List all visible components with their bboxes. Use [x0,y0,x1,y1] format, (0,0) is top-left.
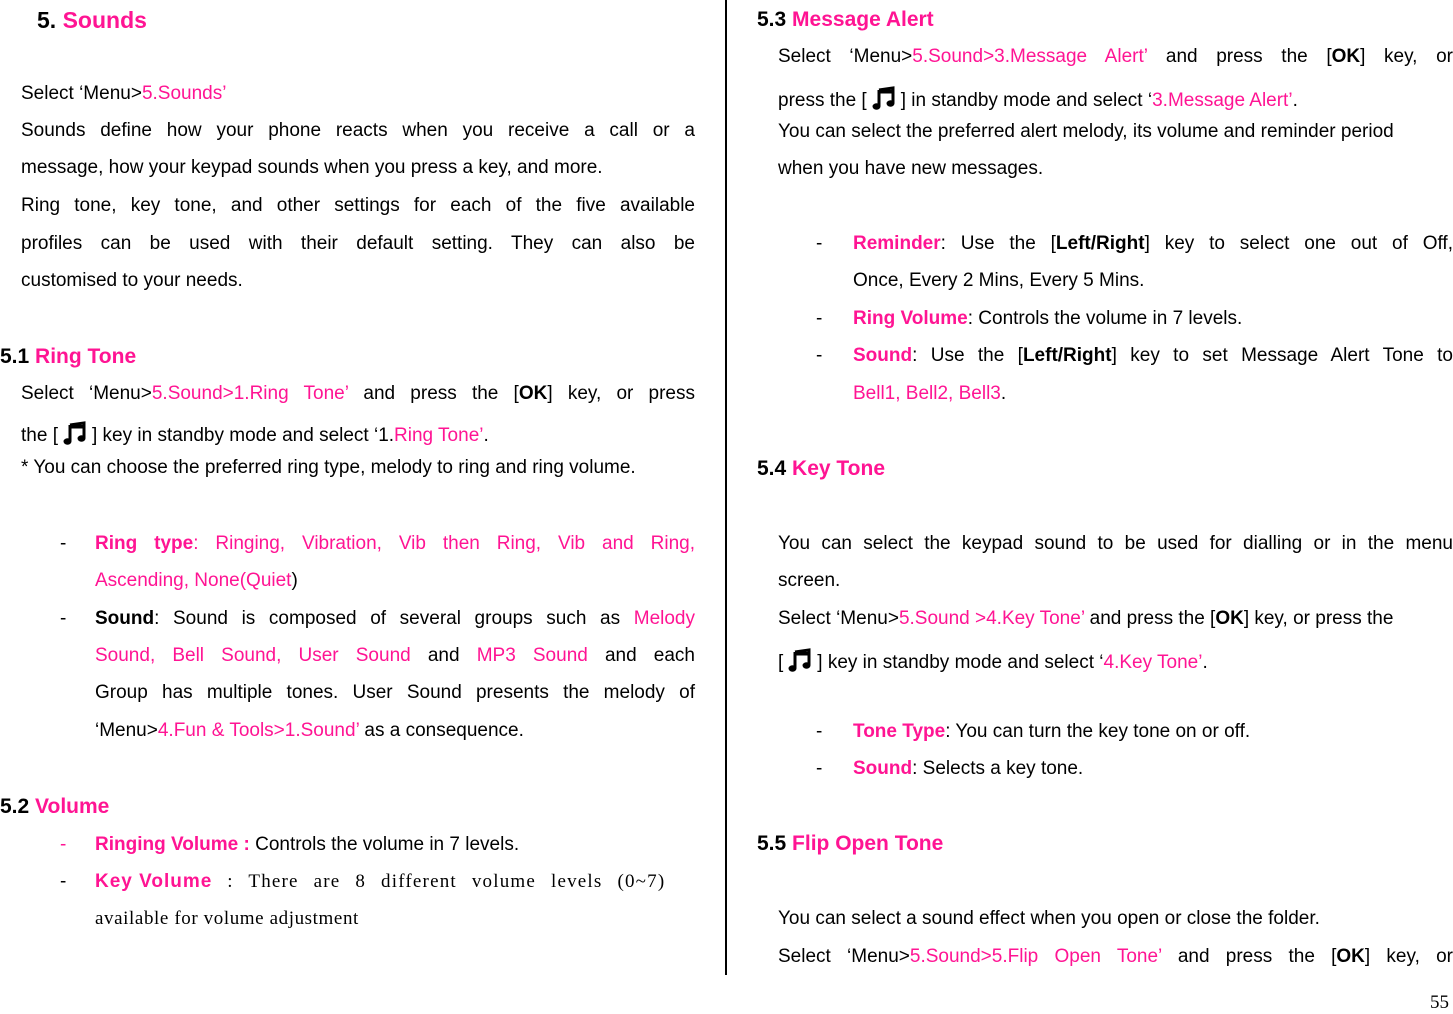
reminder-item: Reminder: Use the [Left/Right] key to select one out of Off, [853,233,1453,254]
bullet-dash: - [60,533,67,554]
tone-type-item: Tone Type: You can turn the key tone on or off. [853,721,1251,742]
sound-item-line2: Sound, Bell Sound, User Sound and MP3 Sound and each [95,645,696,666]
key-sound-item: Sound: Selects a key tone. [853,758,1084,779]
heading-message-alert: 5.3 Message Alert [757,8,934,31]
bullet-dash: - [60,834,67,855]
ring-tone-path-line: Select ‘Menu>5.Sound>1.Ring Tone’ and press the [OK] key, or press [21,383,695,404]
ring-tone-path-line2: the [ ] key in standby mode and select ‘1.Ring Tone’. [21,421,489,448]
heading-key-tone: 5.4 Key Tone [757,457,886,480]
column-divider [725,0,727,975]
bullet-dash: - [816,233,823,254]
ringing-volume-item: Ringing Volume : Controls the volume in 7 levels. [95,834,520,855]
bullet-dash: - [816,345,823,366]
heading-flip-open-tone: 5.5 Flip Open Tone [757,832,944,855]
section-title-text: Sounds [62,7,147,33]
intro-text-line: Sounds define how your phone reacts when you receive a call or a [21,120,695,141]
music-note-icon [871,86,897,112]
ring-type-item-line2: Ascending, None(Quiet) [95,570,298,591]
sound-item-line4: ‘Menu>4.Fun & Tools>1.Sound’ as a consequence. [95,720,524,741]
ring-type-item: Ring type: Ringing, Vibration, Vib then Ring, Vib and Ring, [95,533,695,554]
key-tone-path-line: Select ‘Menu>5.Sound >4.Key Tone’ and press the [OK] key, or press the [778,608,1394,629]
sound-item: Sound: Sound is composed of several groups such as Melody [95,608,695,629]
key-tone-desc: You can select the keypad sound to be used for dialling or in the menu [778,533,1453,554]
key-volume-item-line2: available for volume adjustment [95,908,359,929]
flip-open-path-line: Select ‘Menu>5.Sound>5.Flip Open Tone’ and press the [OK] key, or [778,946,1453,967]
bullet-dash: - [816,758,823,779]
section-title [37,8,147,32]
alert-sound-item-line2: Bell1, Bell2, Bell3. [853,383,1007,404]
ring-volume-item: Ring Volume: Controls the volume in 7 levels. [853,308,1243,329]
flip-open-desc: You can select a sound effect when you open or close the folder. [778,908,1320,929]
ring-tone-note: * You can choose the preferred ring type, melody to ring and ring volume. [21,457,636,478]
message-alert-path-line2: press the [ ] in standby mode and select ‘3.Message Alert’. [778,86,1298,113]
message-alert-desc: You can select the preferred alert melody, its volume and reminder period [778,121,1394,142]
intro-text-line: customised to your needs. [21,270,243,291]
section-number: 5. [37,7,57,33]
key-tone-path-line2: [ ] key in standby mode and select ‘4.Key Tone’. [778,648,1208,675]
key-tone-desc: screen. [778,570,841,591]
music-note-icon [787,648,813,674]
reminder-item-line2: Once, Every 2 Mins, Every 5 Mins. [853,270,1145,291]
heading-ring-tone: 5.1 Ring Tone [0,345,137,368]
alert-sound-item: Sound: Use the [Left/Right] key to set Message Alert Tone to [853,345,1453,366]
music-note-icon [62,421,88,447]
intro-text-line: message, how your keypad sounds when you press a key, and more. [21,157,603,178]
bullet-dash: - [60,871,67,892]
key-volume-item: Key Volume : There are 8 different volume levels (0~7) [95,871,666,892]
heading-volume: 5.2 Volume [0,795,110,818]
intro-text-line: profiles can be used with their default setting. They can also be [21,233,695,254]
message-alert-path-line: Select ‘Menu>5.Sound>3.Message Alert’ and press the [OK] key, or [778,46,1453,67]
intro-text-line: Ring tone, key tone, and other settings for each of the five available [21,195,695,216]
sound-item-line3: Group has multiple tones. User Sound presents the melody of [95,682,695,703]
page-number: 55 [1430,992,1449,1013]
bullet-dash: - [816,721,823,742]
message-alert-desc: when you have new messages. [778,158,1044,179]
bullet-dash: - [816,308,823,329]
intro-menu-path: Select ‘Menu>5.Sounds’ [21,83,227,104]
bullet-dash: - [60,608,67,629]
